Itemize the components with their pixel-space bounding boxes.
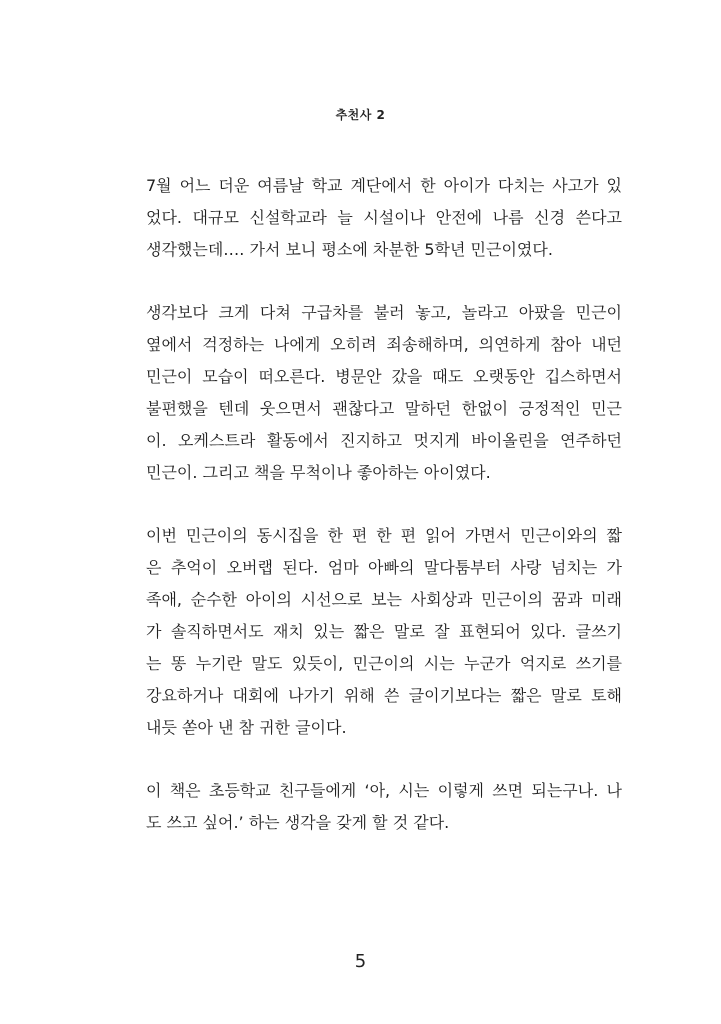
page-number: 5: [354, 951, 367, 972]
text-line: 이 책은 초등학교 친구들에게 ‘아, 시는 이렇게 쓰면 되는구나. 나: [146, 781, 622, 800]
text-line: 가 솔직하면서도 재치 있는 짧은 말로 잘 표현되어 있다. 글쓰기: [146, 622, 622, 641]
text-line: 옆에서 걱정하는 나에게 오히려 죄송해하며, 의연하게 참아 내던: [146, 335, 622, 354]
text-line: 생각보다 크게 다쳐 구급차를 불러 놓고, 놀라고 아팠을 민근이: [146, 303, 622, 322]
text-line: 족애, 순수한 아이의 시선으로 보는 사회상과 민근이의 꿈과 미래: [146, 590, 622, 609]
text-line: 7월 어느 더운 여름날 학교 계단에서 한 아이가 다치는 사고가 있: [146, 176, 622, 195]
text-line: 민근이. 그리고 책을 무척이나 좋아하는 아이였다.: [146, 463, 491, 482]
paragraph-2: [146, 297, 622, 489]
section-title: 추천사 2: [335, 108, 386, 122]
text-line: 이. 오케스트라 활동에서 진지하고 멋지게 바이올린을 연주하던: [146, 431, 622, 450]
paragraph-4: [146, 775, 622, 839]
paragraph-1: [146, 170, 622, 266]
text-line: 불편했을 텐데 웃으면서 괜찮다고 말하던 한없이 긍정적인 민근: [146, 399, 622, 418]
text-line: 는 똥 누기란 말도 있듯이, 민근이의 시는 누군가 억지로 쓰기를: [146, 654, 622, 673]
text-line: 민근이 모습이 떠오른다. 병문안 갔을 때도 오랫동안 깁스하면서: [146, 367, 622, 386]
text-line: 도 쓰고 싶어.’ 하는 생각을 갖게 할 것 같다.: [146, 813, 450, 832]
text-line: 생각했는데…. 가서 보니 평소에 차분한 5학년 민근이였다.: [146, 240, 553, 259]
paragraph-3: [146, 520, 622, 744]
text-line: 내듯 쏟아 낸 참 귀한 글이다.: [146, 718, 347, 737]
body-text: [146, 170, 622, 870]
text-line: 은 추억이 오버랩 된다. 엄마 아빠의 말다툼부터 사랑 넘치는 가: [146, 558, 622, 577]
text-line: 었다. 대규모 신설학교라 늘 시설이나 안전에 나름 신경 쓴다고: [146, 208, 622, 227]
text-line: 강요하거나 대회에 나가기 위해 쓴 글이기보다는 짧은 말로 토해: [146, 686, 622, 705]
text-line: 이번 민근이의 동시집을 한 편 한 편 읽어 가면서 민근이와의 짧: [146, 526, 622, 545]
